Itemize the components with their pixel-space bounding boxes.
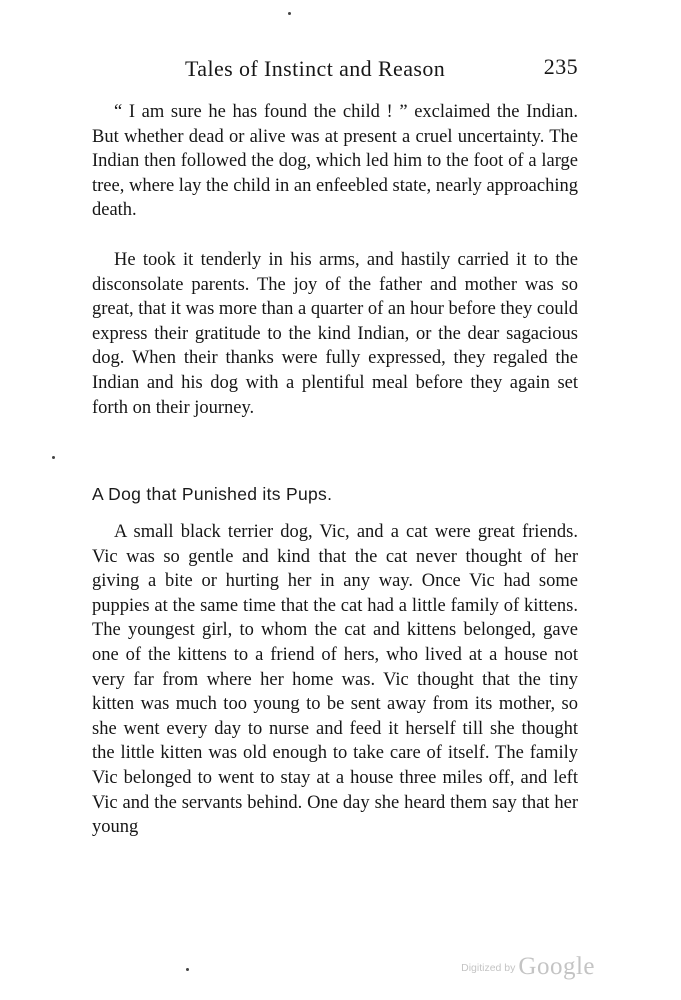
- paragraph-block: [92, 520, 578, 840]
- body-paragraph: “ I am sure he has found the child ! ” exclaimed the Indian. But whether dead or alive was at present a cruel uncertainty. The Indian then followed the dog, which led him to the foot of a large tree, where lay the child in an enfeebled state, nearly approaching death.: [92, 102, 578, 221]
- paragraph-block: [92, 100, 578, 223]
- watermark-prefix: Digitized by: [461, 962, 516, 974]
- section-heading: A Dog that Punished its Pups.: [92, 484, 333, 504]
- digitized-watermark: [461, 953, 595, 981]
- watermark-brand: Google: [518, 953, 595, 980]
- body-paragraph: He took it tenderly in his arms, and hastily carried it to the disconsolate parents. The joy of the father and mother was so great, that it was more than a quarter of an hour before they could express their gratitude to the kind Indian, or the dear sagacious dog. When their thanks were fully expressed, they regaled the Indian and his dog with a plentiful meal before they again set forth on their journey.: [92, 250, 578, 418]
- body-paragraph: A small black terrier dog, Vic, and a cat were great friends. Vic was so gentle and kind that the cat never thought of her giving a bite or hurting her in any way. Once Vic had some puppies at the same time that the cat had a little family of kittens. The youngest girl, to whom the cat and kittens belonged, gave one of the kittens to a friend of hers, who lived at a house not very far from where her home was. Vic thought that the tiny kitten was much too young to be sent away from its mother, so she went every day to nurse and feed it herself till she thought the little kitten was old enough to take care of itself. The family Vic belonged to went to stay at a house three miles off, and left Vic and the servants behind. One day she heard them say that her young: [92, 522, 578, 838]
- scan-speck: [186, 968, 189, 971]
- scan-speck: [52, 456, 55, 459]
- page-number: 235: [543, 54, 578, 79]
- running-head: [92, 56, 582, 86]
- running-title: Tales of Instinct and Reason: [185, 56, 446, 81]
- scan-speck: [288, 12, 291, 15]
- paragraph-block: [92, 248, 578, 420]
